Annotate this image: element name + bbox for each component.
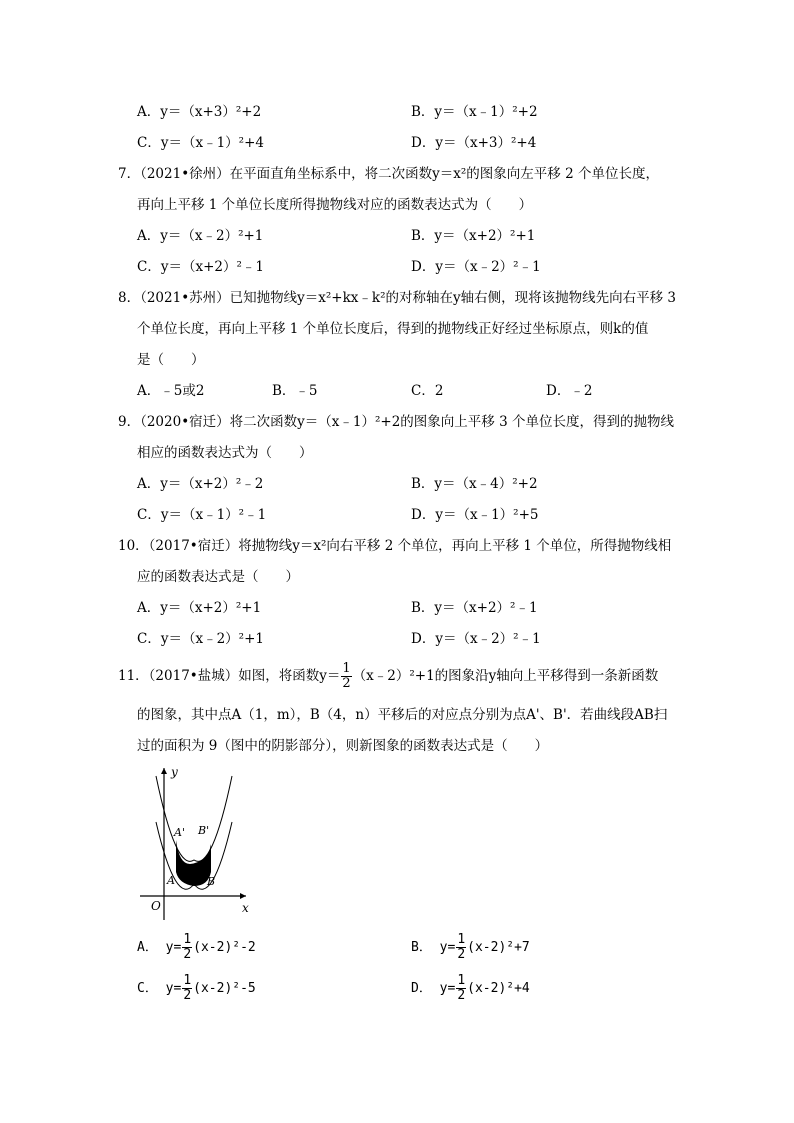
q8-option-c: C．2 (411, 383, 444, 399)
q9-stem-line1: 9．（2020•宿迁）将二次函数y＝（x﹣1）²+2的图象向上平移 3 个单位长度，得到的抛物线 (118, 414, 674, 430)
q9-option-c: C．y＝（x﹣1）²﹣1 (137, 507, 267, 523)
q10-stem-line1: 10．（2017•宿迁）将抛物线y＝x²向右平移 2 个单位，再向上平移 1 个单位，所得抛物线相 (118, 538, 672, 554)
q11-stem-line2: 的图象，其中点A（1，m），B（4，n）平移后的对应点分别为点A'、B'．若曲线段AB扫 (137, 707, 668, 723)
label-b-prime: B' (198, 824, 210, 837)
q8-option-a: A．﹣5或2 (137, 383, 205, 399)
q11-stem-line1 (118, 662, 658, 691)
q6-option-c: C．y＝（x﹣1）²+4 (137, 135, 264, 151)
q7-stem-line1: 7．（2021•徐州）在平面直角坐标系中，将二次函数y＝x²的图象向左平移 2 个单位长度， (118, 166, 659, 182)
label-y: y (171, 765, 178, 779)
upper-parabola (156, 776, 232, 861)
q10-option-c: C．y＝（x﹣2）²+1 (137, 631, 264, 647)
q8-stem-line2: 个单位长度，再向上平移 1 个单位长度后，得到的抛物线正好经过坐标原点，则k的值 (137, 321, 649, 337)
q8-option-d: D．﹣2 (546, 383, 593, 399)
q11-option-a: A． y= $\frac{1}{2}$ (x-2)²-2 (137, 932, 256, 962)
q11-option-b: B． y= $\frac{1}{2}$ (x-2)²+7 (411, 932, 530, 962)
parabola-figure (134, 762, 254, 922)
q10-stem-line2: 应的函数表达式是（ ） (137, 569, 299, 585)
q8-stem-line3: 是（ ） (137, 352, 205, 368)
label-b: B (207, 875, 216, 888)
q11-stem-pre: 11．（2017•盐城）如图，将函数y＝ (118, 668, 341, 684)
q6-option-b: B．y＝（x﹣1）²+2 (411, 104, 538, 120)
y-axis-arrow (161, 768, 167, 774)
q6-option-d: D．y＝（x+3）²+4 (411, 135, 537, 151)
q8-stem-line1: 8．（2021•苏州）已知抛物线y＝x²+kx﹣k²的对称轴在y轴右侧，现将该抛物线先向右平移 3 (118, 290, 677, 306)
q7-option-d: D．y＝（x﹣2）²﹣1 (411, 259, 541, 275)
q7-option-b: B．y＝（x+2）²+1 (411, 228, 536, 244)
q11-option-d: D． y= $\frac{1}{2}$ (x-2)²+4 (411, 973, 530, 1003)
q9-option-b: B．y＝（x﹣4）²+2 (411, 476, 538, 492)
q7-stem-line2: 再向上平移 1 个单位长度所得抛物线对应的函数表达式为（ ） (137, 197, 533, 213)
q8-option-b: B．﹣5 (272, 383, 318, 399)
q11-option-c: C． y= $\frac{1}{2}$ (x-2)²-5 (137, 973, 256, 1003)
q6-option-a: A．y＝（x+3）²+2 (137, 104, 262, 120)
q10-option-a: A．y＝（x+2）²+1 (137, 600, 262, 616)
q7-option-a: A．y＝（x﹣2）²+1 (137, 228, 264, 244)
q10-option-d: D．y＝（x﹣2）²﹣1 (411, 631, 541, 647)
label-x: x (242, 901, 249, 915)
q11-stem-line3: 过的面积为 9（图中的阴影部分），则新图象的函数表达式是（ ） (137, 738, 549, 754)
q9-option-d: D．y＝（x﹣1）²+5 (411, 507, 539, 523)
label-a-prime: A' (174, 826, 185, 839)
q11-stem-post: （x﹣2）²+1的图象沿y轴向上平移得到一条新函数 (352, 668, 659, 684)
x-axis-arrow (240, 893, 246, 899)
q10-option-b: B．y＝（x+2）²﹣1 (411, 600, 538, 616)
q7-option-c: C．y＝（x+2）²﹣1 (137, 259, 264, 275)
shaded-region (176, 840, 211, 886)
q9-stem-line2: 相应的函数表达式为（ ） (137, 445, 313, 461)
q9-option-a: A．y＝（x+2）²﹣2 (137, 476, 264, 492)
label-a: A (167, 874, 175, 887)
label-origin: O (151, 899, 161, 913)
q11-fraction: $\frac{1}{2}$ (342, 661, 351, 691)
